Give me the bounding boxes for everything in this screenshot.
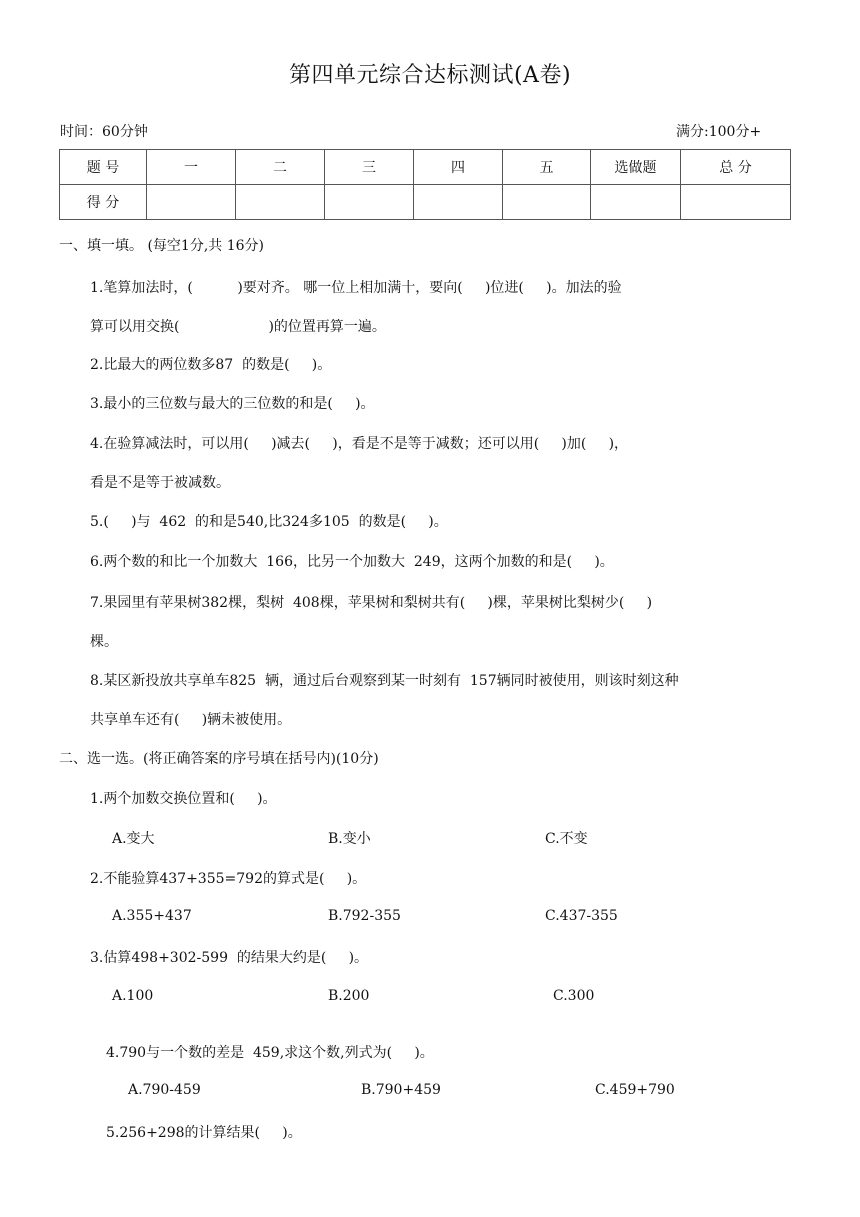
option-a: A.355+437	[112, 908, 192, 924]
score-cell	[414, 185, 503, 220]
section-2-heading: 二、选一选。(将正确答案的序号填在括号内)(10分)	[59, 751, 379, 767]
question-2-5: 5.256+298的计算结果( )。	[106, 1125, 302, 1141]
score-cell	[503, 185, 591, 220]
option-c: C.459+790	[595, 1082, 675, 1098]
score-header-cell: 三	[325, 150, 414, 185]
question-2-2: 2.不能验算437+355=792的算式是( )。	[90, 871, 367, 887]
question-1-2: 2.比最大的两位数多87 的数是( )。	[90, 357, 332, 373]
question-2-3: 3.估算498+302-599 的结果大约是( )。	[90, 950, 369, 966]
score-row-label: 得 分	[60, 185, 147, 220]
score-header-cell: 总 分	[681, 150, 791, 185]
full-score: 满分:100分+	[676, 124, 762, 140]
question-1-7-continued: 棵。	[90, 634, 118, 650]
question-1-8: 8.某区新投放共享单车825 辆，通过后台观察到某一时刻有 157辆同时被使用，则该时刻这种	[90, 673, 679, 689]
question-1-3: 3.最小的三位数与最大的三位数的和是( )。	[90, 396, 375, 412]
option-c: C.300	[553, 988, 595, 1004]
score-cell	[325, 185, 414, 220]
question-1-4-continued: 看是不是等于被减数。	[90, 475, 230, 491]
option-a: A.100	[112, 988, 154, 1004]
option-c: C.437-355	[545, 908, 618, 924]
score-header-cell: 题 号	[60, 150, 147, 185]
question-2-4: 4.790与一个数的差是 459,求这个数,列式为( )。	[106, 1045, 434, 1061]
option-c: C.不变	[545, 831, 588, 847]
score-cell	[591, 185, 681, 220]
option-b: B.790+459	[361, 1082, 441, 1098]
option-a: A.变大	[112, 831, 155, 847]
option-a: A.790-459	[128, 1082, 201, 1098]
score-cell	[147, 185, 236, 220]
question-1-7: 7.果园里有苹果树382棵，梨树 408棵，苹果树和梨树共有( )棵，苹果树比梨树少( )	[90, 595, 653, 611]
section-1-heading: 一、填一填。 (每空1分,共 16分)	[59, 238, 264, 254]
question-1-4: 4.在验算减法时，可以用( )减去( )，看是不是等于减数；还可以用( )加( )，	[90, 436, 629, 452]
option-b: B.792-355	[328, 908, 401, 924]
score-header-cell: 四	[414, 150, 503, 185]
option-b: B.200	[328, 988, 370, 1004]
time-limit: 时间：60分钟	[60, 124, 148, 140]
question-1-1-continued: 算可以用交换( )的位置再算一遍。	[90, 319, 386, 335]
score-header-cell: 选做题	[591, 150, 681, 185]
question-1-8-continued: 共享单车还有( )辆未被使用。	[90, 712, 292, 728]
score-cell	[681, 185, 791, 220]
score-table	[59, 149, 791, 220]
question-1-6: 6.两个数的和比一个加数大 166，比另一个加数大 249，这两个加数的和是( )。	[90, 554, 614, 570]
question-2-1: 1.两个加数交换位置和( )。	[90, 791, 277, 807]
score-header-cell: 一	[147, 150, 236, 185]
question-1-1: 1.笔算加法时，( )要对齐。 哪一位上相加满十，要向( )位进( )。加法的验	[90, 280, 622, 296]
score-header-cell: 二	[236, 150, 325, 185]
score-table-score-row	[60, 185, 791, 220]
question-1-5: 5.( )与 462 的和是540,比324多105 的数是( )。	[90, 514, 448, 530]
option-b: B.变小	[328, 831, 371, 847]
score-cell	[236, 185, 325, 220]
score-header-cell: 五	[503, 150, 591, 185]
score-table-header-row	[60, 150, 791, 185]
page-title: 第四单元综合达标测试(A卷)	[288, 63, 572, 88]
